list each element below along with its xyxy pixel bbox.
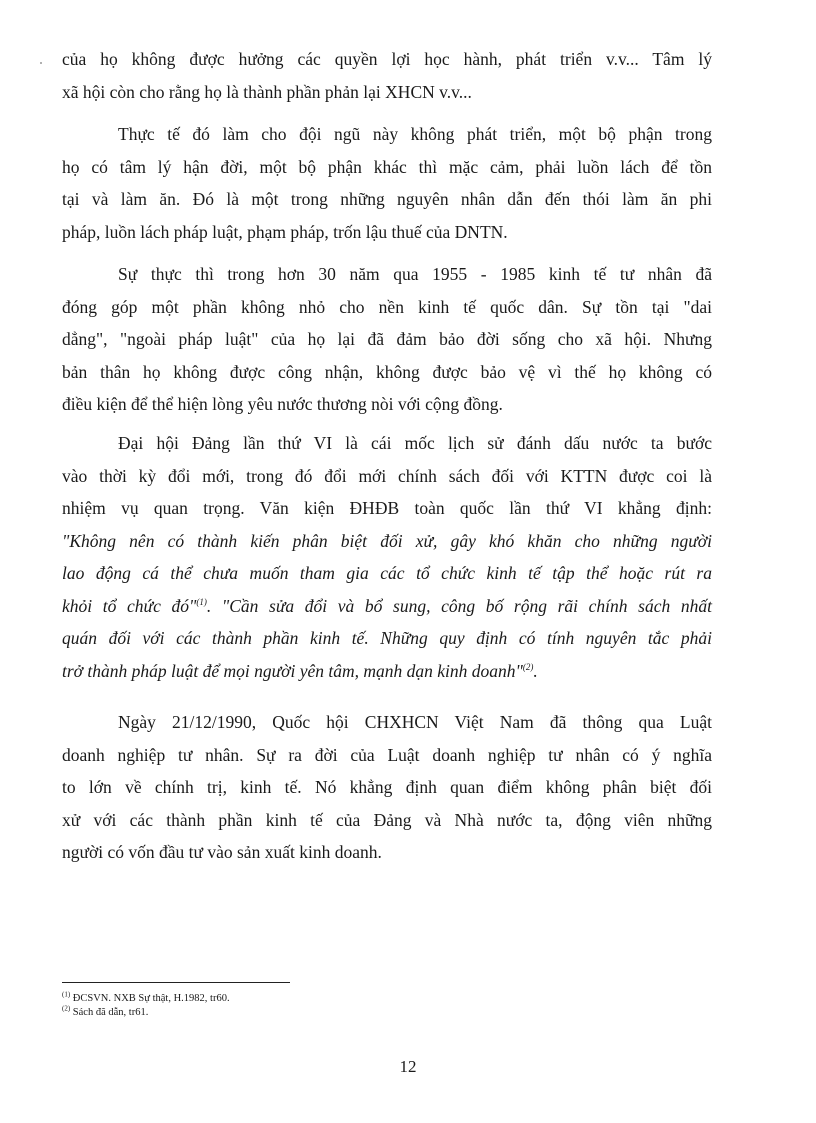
paragraph-3 bbox=[62, 258, 712, 421]
quote-text: . "Cần sửa đổi và bổ sung, công bố rộng rãi chính sách nhất bbox=[206, 595, 713, 616]
quote-text: khỏi tổ chức đó" bbox=[62, 595, 197, 616]
text-line: tại và làm ăn. Đó là một trong những nguyên nhân dẫn đến thói làm ăn phi bbox=[62, 189, 712, 209]
text-line: Sự thực thì trong hơn 30 năm qua 1955 - 1985 kinh tế tư nhân đã bbox=[118, 264, 712, 284]
text-line: Ngày 21/12/1990, Quốc hội CHXHCN Việt Nam đã thông qua Luật bbox=[118, 712, 712, 732]
text-line: xã hội còn cho rằng họ là thành phần phản lại XHCN v.v... bbox=[62, 81, 472, 102]
footnote-ref-1: (1) bbox=[196, 596, 207, 607]
text-line: người có vốn đầu tư vào sản xuất kinh doanh. bbox=[62, 842, 382, 862]
footnote-mark: (2) bbox=[62, 1004, 71, 1013]
text-line: nhiệm vụ quan trọng. Văn kiện ĐHĐB toàn quốc lần thứ VI khẳng định: bbox=[62, 498, 712, 518]
paragraph-5 bbox=[62, 706, 712, 869]
text-line: xử với các thành phần kinh tế của Đảng và Nhà nước ta, động viên những bbox=[62, 809, 712, 830]
text-line: doanh nghiệp tư nhân. Sự ra đời của Luật doanh nghiệp tư nhân có ý nghĩa bbox=[62, 744, 712, 765]
footnote-ref-2: (2) bbox=[522, 661, 534, 672]
text-line: Đại hội Đảng lần thứ VI là cái mốc lịch sử đánh dấu nước ta bước bbox=[118, 433, 712, 453]
text-line: điều kiện để thể hiện lòng yêu nước thương nòi với cộng đồng. bbox=[62, 394, 503, 414]
text-line: họ có tâm lý hận đời, một bộ phận khác thì mặc cảm, phải luồn lách để tồn bbox=[62, 156, 712, 177]
quote-text: trở thành pháp luật để mọi người yên tâm, mạnh dạn kinh doanh" bbox=[62, 660, 523, 681]
footnote-1 bbox=[62, 992, 230, 1005]
quote-line: quán đối với các thành phần kinh tế. Những quy định có tính nguyên tắc phải bbox=[62, 628, 712, 648]
footnote-text: ĐCSVN. NXB Sự thật, H.1982, tr60. bbox=[70, 993, 230, 1004]
footnote-2 bbox=[62, 1006, 148, 1019]
scan-speck bbox=[40, 62, 42, 64]
text-line: bản thân họ không được công nhận, không được bảo vệ vì thế họ không có bbox=[62, 361, 712, 382]
quote-line bbox=[62, 655, 712, 688]
paragraph-2 bbox=[62, 118, 712, 248]
quote-line: "Không nên có thành kiến phân biệt đối xử, gây khó khăn cho những người bbox=[62, 530, 712, 551]
text-line: vào thời kỳ đổi mới, trong đó đổi mới chính sách đối với KTTN được coi là bbox=[62, 465, 712, 486]
page-number: 12 bbox=[399, 1057, 417, 1076]
quote-line bbox=[62, 590, 712, 623]
paragraph-4 bbox=[62, 427, 712, 687]
text-line: đóng góp một phần không nhỏ cho nền kinh tế quốc dân. Sự tồn tại "dai bbox=[62, 296, 712, 317]
text-line: của họ không được hưởng các quyền lợi học hành, phát triển v.v... Tâm lý bbox=[62, 49, 712, 69]
quote-line: lao động cá thể chưa muốn tham gia các tổ chức kinh tế tập thể hoặc rút ra bbox=[62, 563, 712, 583]
text-line: dẳng", "ngoài pháp luật" của họ lại đã đảm bảo đời sống cho xã hội. Nhưng bbox=[62, 329, 712, 349]
footnote-mark: (1) bbox=[62, 990, 71, 999]
footnote-separator bbox=[62, 982, 290, 983]
text-line: pháp, luồn lách pháp luật, phạm pháp, trốn lậu thuế của DNTN. bbox=[62, 221, 508, 242]
paragraph-1 bbox=[62, 43, 712, 108]
text-line: to lớn về chính trị, kinh tế. Nó khẳng định quan điểm không phân biệt đối bbox=[62, 777, 712, 797]
footnote-text: Sách đã dẫn, tr61. bbox=[70, 1007, 149, 1018]
text-line: Thực tế đó làm cho đội ngũ này không phát triển, một bộ phận trong bbox=[118, 124, 712, 144]
quote-text: . bbox=[533, 660, 538, 681]
